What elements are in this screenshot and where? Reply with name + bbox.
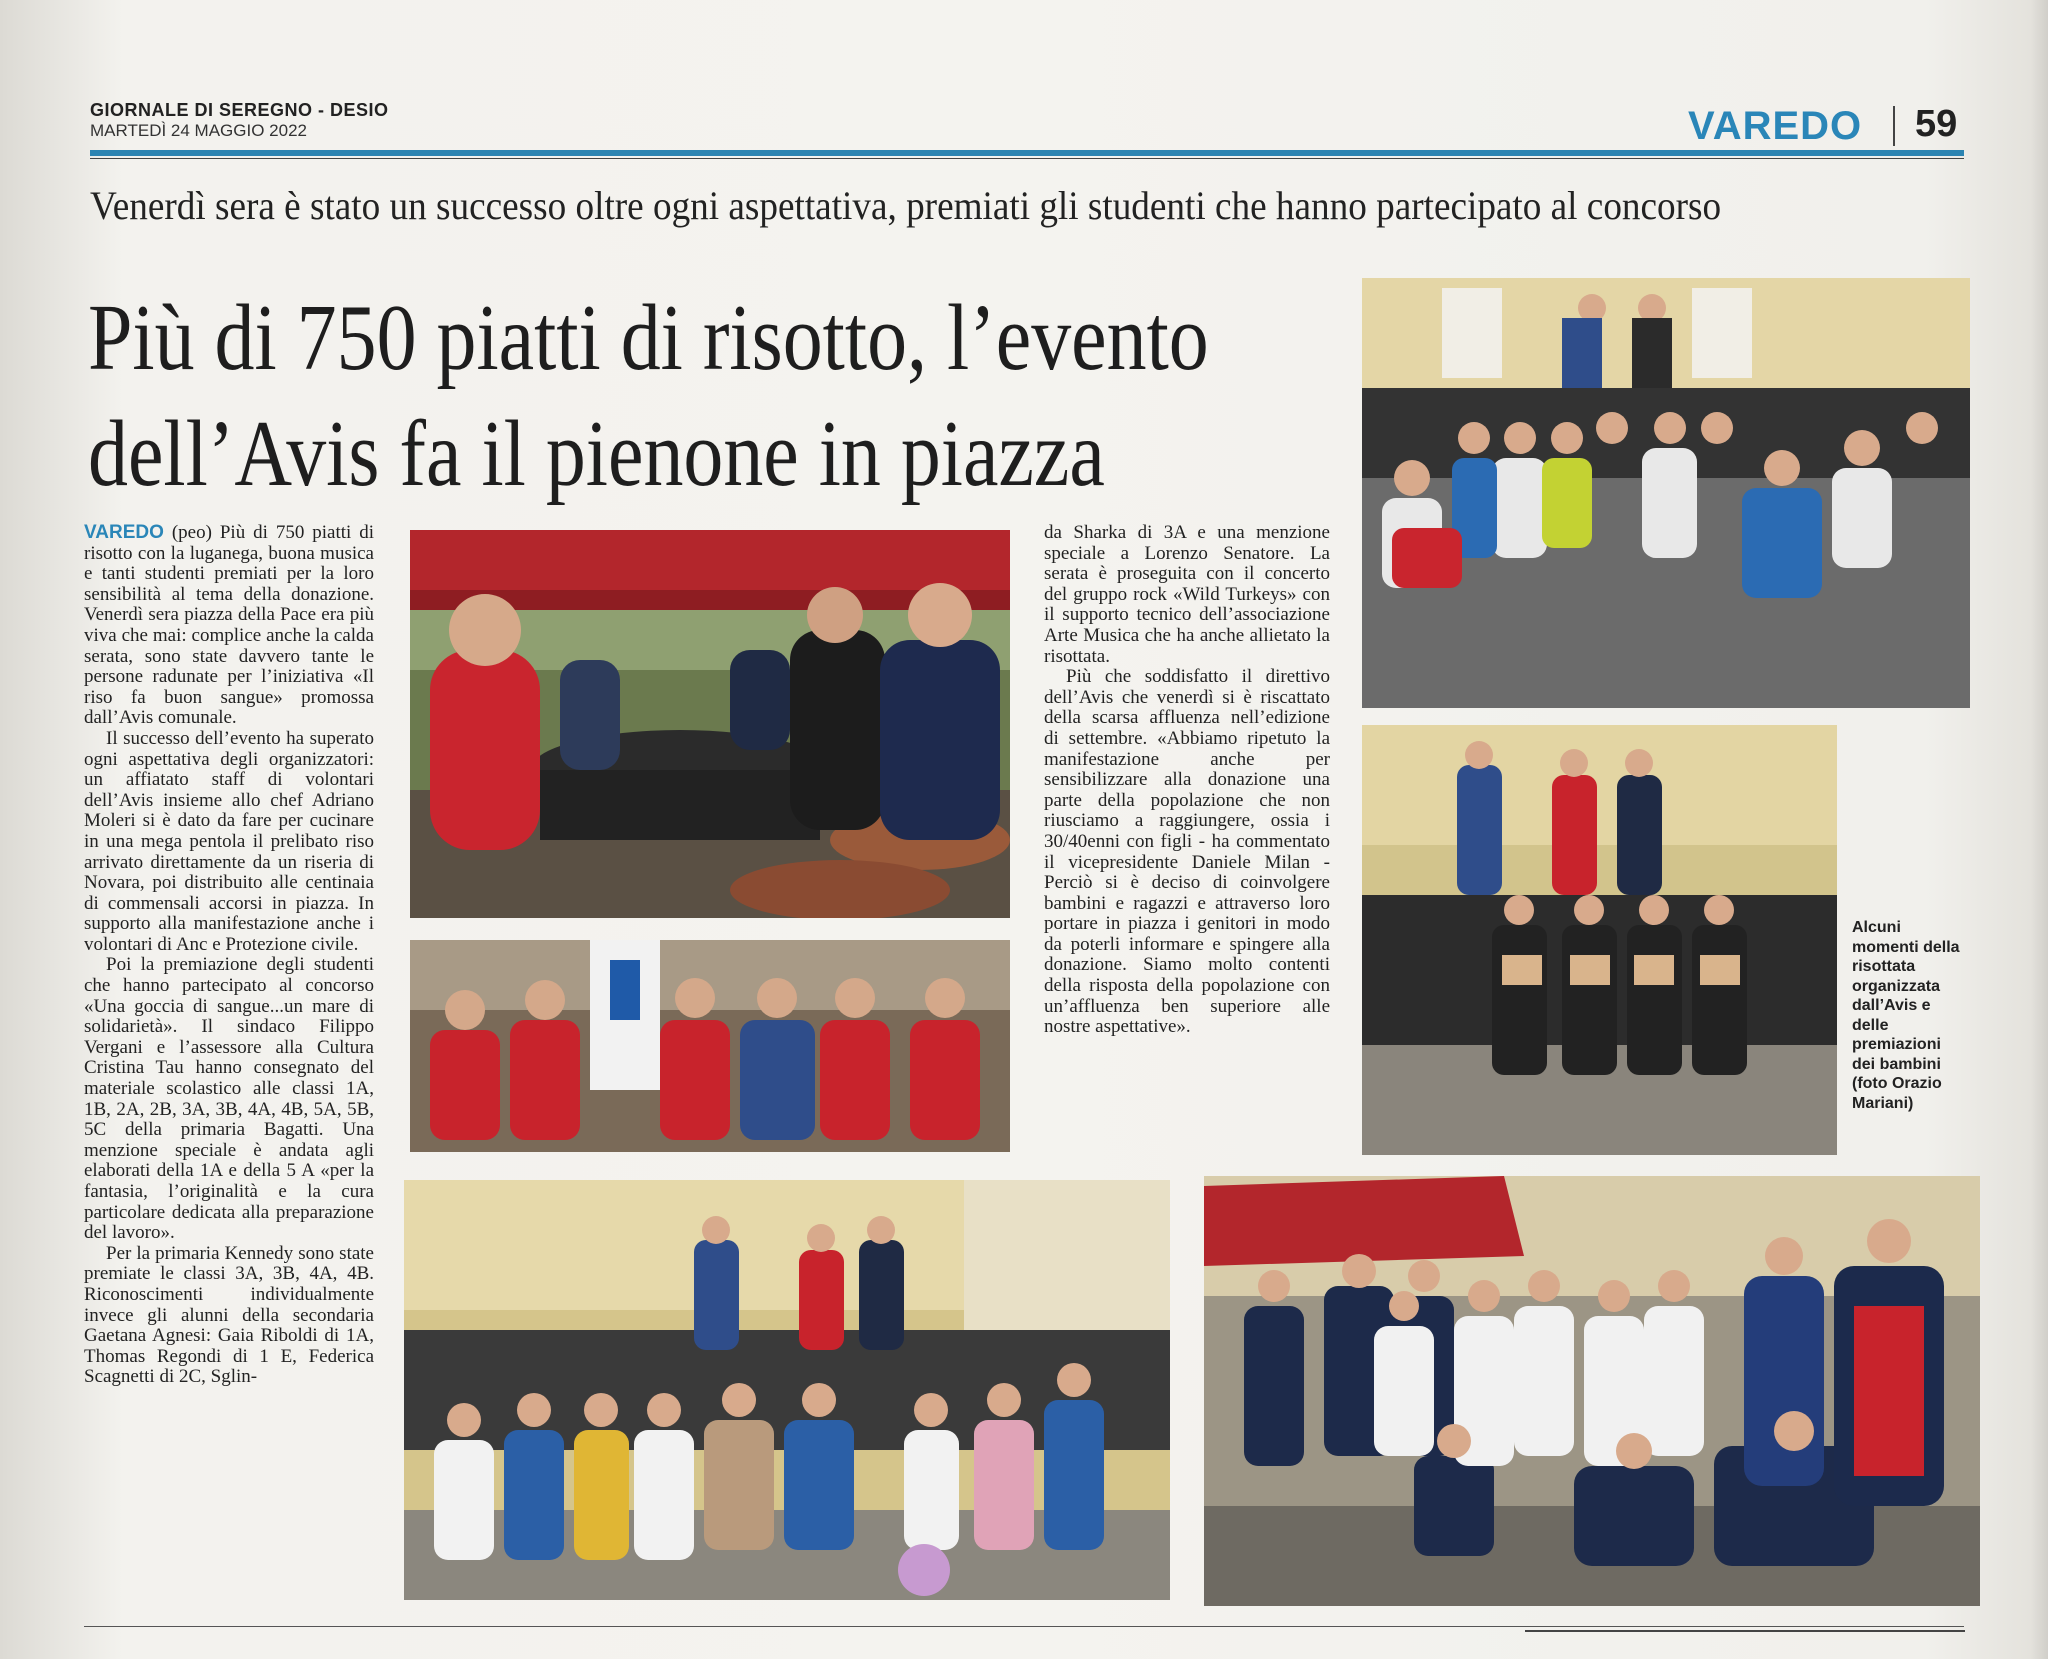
issue-date: MARTEDÌ 24 MAGGIO 2022 <box>90 121 307 140</box>
page-shadow <box>2030 0 2048 1659</box>
paragraph-6: Più che soddisfatto il direttivo dell’Avis che venerdì si è riscattato della scarsa affluenza nell’edizione di settembre. «Abbiamo ripetuto la manifestazione anche per sensibilizzare alla donazione una parte della popolazione che non riusciamo a raggiungere, ossia i 30/40enni con figli - ha commentato il vicepresidente Daniele Milan - Perciò si è deciso di coinvolgere bambini e ragazzi e attraverso loro portare in piazza i genitori in modo da poterli informare e spingere alla donazione. Siamo molto contenti della risposta della popolazione con un’affluenza ben superiore alle nostre aspettative». <box>1044 666 1330 1038</box>
header-rule-thin <box>90 158 1964 159</box>
photo-caption: Alcuni momenti della risottata organizzata dall’Avis e delle premiazioni dei bambini (foto Orazio Mariani) <box>1852 919 1960 1112</box>
article-headline <box>88 280 1209 512</box>
dateline: VAREDO <box>84 522 164 543</box>
header-separator <box>1893 106 1895 146</box>
section-label: VAREDO <box>1688 104 1863 148</box>
footer-rule-right <box>1525 1630 1965 1632</box>
photo-staff-group <box>1204 1176 1980 1606</box>
photo-children-square <box>404 1180 1170 1600</box>
newspaper-name: GIORNALE DI SEREGNO - DESIO <box>90 100 389 120</box>
photo-cooking <box>410 530 1010 918</box>
paragraph-2: Il successo dell’evento ha superato ogni aspettativa degli organizzatori: un affiatato staff di volontari dell’Avis insieme allo chef Adriano Moleri si è dato da fare per cucinare in una mega pentola il prelibato riso arrivato direttamente da un riseria di Novara, poi distribuito alle centinaia di commensali accorsi in piazza. In supporto alla manifestazione anche i volontari di Anc e Protezione civile. <box>84 727 374 955</box>
article-column-1 <box>84 523 374 1388</box>
paragraph-1: Più di 750 piatti di risotto con la luganega, buona musica e tanti studenti premiati per la loro sensibilità al tema della donazione. Venerdì sera piazza della Pace era più viva che mai: complice anche la calda serata, sono state davvero tante le persone radunate per l’iniziativa «Il riso fa buon sangue» promossa dall’Avis comunale. <box>84 522 375 729</box>
headline-line-2: dell’Avis fa il pienone in piazza <box>88 402 1105 506</box>
article-kicker: Venerdì sera è stato un successo oltre ogni aspettativa, premiati gli studenti che hanno partecipato al concorso <box>90 183 1722 228</box>
header-rule <box>90 150 1964 156</box>
paragraph-4: Per la primaria Kennedy sono state premiate le classi 3A, 3B, 4A, 4B. Riconoscimenti individualmente invece gli alunni della secondaria Gaetana Agnesi: Gaia Riboldi di 1A, Thomas Regondi di 1 E, Federica Scagnetti di 2C, Sglin- <box>84 1242 374 1388</box>
photo-volunteers <box>410 940 1010 1152</box>
photo-students-group <box>1362 278 1970 708</box>
byline: (peo) <box>171 522 212 543</box>
photo-stage-awards <box>1362 725 1837 1155</box>
footer-rule <box>84 1626 1964 1627</box>
headline-line-1: Più di 750 piatti di risotto, l’evento <box>88 286 1209 390</box>
page-number: 59 <box>1915 103 1958 145</box>
paragraph-5: da Sharka di 3A e una menzione speciale a Lorenzo Senatore. La serata è proseguita con il concerto del gruppo rock «Wild Turkeys» con il supporto tecnico dell’associazione Arte Musica che ha anche allietato la risottata. <box>1044 522 1330 667</box>
paragraph-3: Poi la premiazione degli studenti che hanno partecipato al concorso «Una goccia di sangue...un mare di solidarietà». Il sindaco Filippo Vergani e l’assessore alla Cultura Cristina Tau hanno consegnato del materiale scolastico alle classi 1A, 1B, 2A, 2B, 3A, 3B, 4A, 4B, 5A, 5B, 5C della primaria Bagatti. Una menzione speciale è andata agli elaborati della 1A e della 5 A «per la fantasia, l’originalità e la cura particolare dedicata alla preparazione del lavoro». <box>84 954 374 1244</box>
article-column-2 <box>1044 523 1330 1038</box>
